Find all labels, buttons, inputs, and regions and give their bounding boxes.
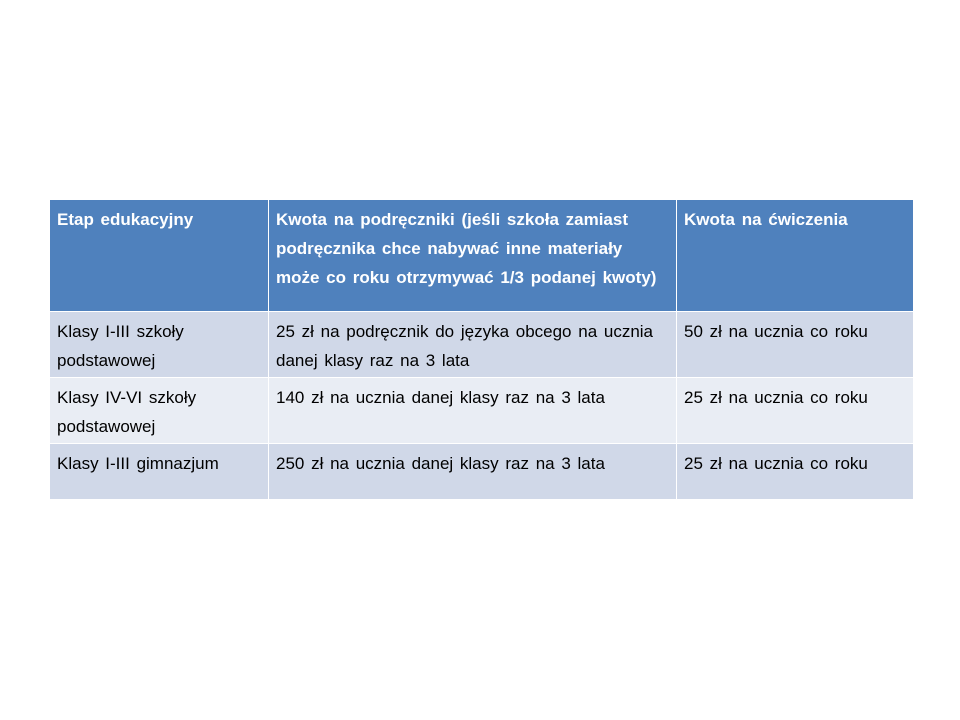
- table-header: [50, 200, 914, 312]
- cell-education-stage: Klasy I-III szkoły podstawowej: [50, 312, 269, 378]
- header-education-stage: Etap edukacyjny: [50, 200, 269, 312]
- table-row: [50, 312, 914, 378]
- cell-exercise-amount: 25 zł na ucznia co roku: [677, 444, 914, 500]
- funding-table: [49, 199, 914, 500]
- cell-textbook-amount: 140 zł na ucznia danej klasy raz na 3 lata: [269, 378, 677, 444]
- cell-education-stage: Klasy IV-VI szkoły podstawowej: [50, 378, 269, 444]
- table-row: [50, 378, 914, 444]
- header-exercise-amount: Kwota na ćwiczenia: [677, 200, 914, 312]
- cell-education-stage: Klasy I-III gimnazjum: [50, 444, 269, 500]
- cell-textbook-amount: 250 zł na ucznia danej klasy raz na 3 lata: [269, 444, 677, 500]
- header-textbook-amount: Kwota na podręczniki (jeśli szkoła zamiast podręcznika chce nabywać inne materiały może co roku otrzymywać 1/3 podanej kwoty): [269, 200, 677, 312]
- cell-exercise-amount: 25 zł na ucznia co roku: [677, 378, 914, 444]
- cell-exercise-amount: 50 zł na ucznia co roku: [677, 312, 914, 378]
- table-row: [50, 444, 914, 500]
- table-body: [50, 312, 914, 500]
- cell-textbook-amount: 25 zł na podręcznik do języka obcego na ucznia danej klasy raz na 3 lata: [269, 312, 677, 378]
- header-row: [50, 200, 914, 312]
